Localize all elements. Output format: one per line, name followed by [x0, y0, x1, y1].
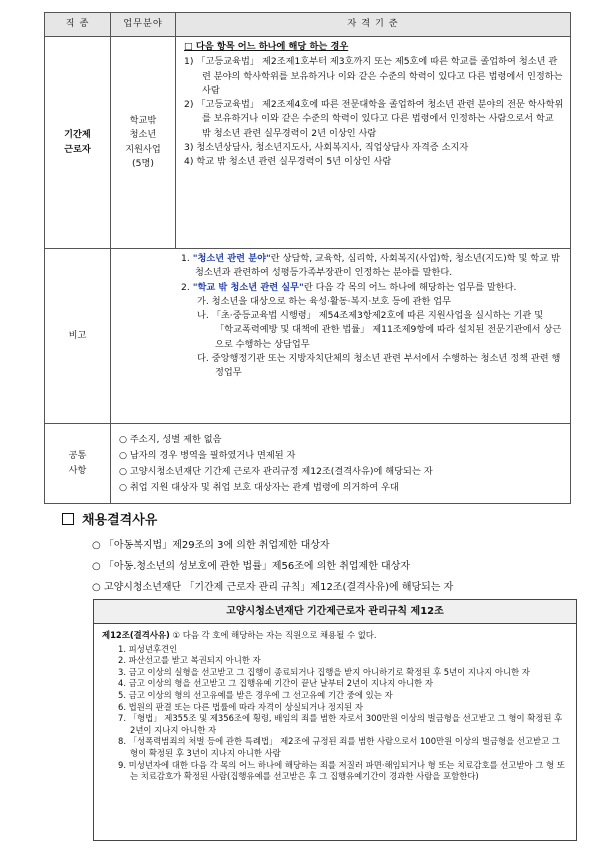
cell-job	[45, 37, 111, 249]
criteria-item: 4) 학교 밖 청소년 관련 실무경력이 5년 이상인 사람	[184, 156, 392, 167]
table-row-qualification	[45, 37, 571, 249]
note-1-text: 란 상담학, 교육학, 심리학, 사회복지(사업)학, 청소년(지도)학 및 학교 밖 청소년과 관련하여 성평등가족부장관이 인정하는 분야를 말한다.	[195, 253, 560, 279]
regulation-item: 6. 법원의 판결 또는 다른 법률에 따라 자격이 상실되거나 정지된 자	[118, 701, 363, 712]
section-title	[62, 509, 157, 528]
header-field: 업무분야	[111, 13, 176, 37]
header-criteria: 자 격 기 준	[176, 13, 571, 37]
note-subitem: 다. 중앙행정기관 또는 지방자치단체의 청소년 관련 부서에서 수행하는 청소년 정책 관련 행정업무	[197, 352, 561, 378]
regulation-item: 5. 금고 이상의 형의 선고유예를 받은 경우에 그 선고유예 기간 중에 있는 자	[118, 689, 393, 700]
note-1-term: "청소년 관련 분야"	[192, 253, 271, 264]
list-item: ○ 고양시청소년재단 「기간제 근로자 관리 규칙」제12조(결격사유)에 해당되는 자	[92, 582, 454, 593]
common-item: ○ 주소지, 성별 제한 없음	[119, 433, 222, 445]
note-2	[181, 281, 564, 295]
criteria-item: 2) 「고등교육법」 제2조제4호에 따른 전문대학을 졸업하여 청소년 관련 분야의 전문 학사학위를 보유하거나 이와 같은 수준의 학력이 있다고 다른 법령에서 인정하는 사람으로서 학교 밖 청소년 관련 실무경력이 2년 이상인 사람	[184, 99, 564, 139]
cell-field	[111, 37, 176, 249]
note-2-text: 란 다음 각 목의 어느 하나에 해당하는 업무를 말한다.	[303, 281, 517, 293]
article-head: 제12조(결격사유)	[102, 630, 170, 640]
criteria-heading: □ 다음 항목 어느 하나에 해당 하는 경우	[184, 41, 349, 52]
note-1	[181, 252, 564, 281]
regulation-box-title: 고양시청소년재단 기간제근로자 관리규칙 제12조	[94, 600, 576, 624]
cell-criteria	[176, 37, 571, 249]
regulation-box-body	[94, 624, 576, 783]
note-subitem: 나. 「초·중등교육법 시행령」 제54조제3항제2호에 따른 지원사업을 실시하는 기관 및 「학교폭력예방 및 대책에 관한 법률」 제11조제9항에 따라 설치된 전문기관에서 상근으로 수행하는 상담업무	[197, 310, 562, 350]
criteria-item: 3) 청소년상담사, 청소년지도사, 사회복지사, 직업상담사 자격증 소지자	[184, 141, 469, 153]
note-subitem: 가. 청소년을 대상으로 하는 육성·활동·복지·보호 등에 관한 업무	[197, 295, 452, 307]
regulation-item: 3. 금고 이상의 실형을 선고받고 그 집행이 종료되거나 집행을 받지 아니하기로 확정된 후 5년이 지나지 아니한 자	[118, 666, 530, 677]
table-header-row	[45, 13, 571, 37]
list-item: ○ 「아동.청소년의 성보호에 관한 법률」제56조에 의한 취업제한 대상자	[92, 561, 411, 572]
list-item: ○ 「아동복지법」제29조의 3에 의한 취업제한 대상자	[92, 540, 330, 551]
common-item: ○ 남자의 경우 병역을 필하였거나 면제된 자	[119, 449, 296, 461]
common-item: ○ 취업 지원 대상자 및 취업 보호 대상자는 관계 법령에 의거하여 우대	[119, 482, 399, 494]
regulation-item: 7. 「형법」 제355조 및 제356조에 횡령, 배임의 죄를 범한 자로서 300만원 이상의 벌금형을 선고받고 그 형이 확정된 후 2년이 지나지 아니한 자	[118, 713, 563, 735]
common-label-text: 공통 사항	[68, 450, 87, 476]
cell-notes	[111, 249, 571, 424]
job-label: 기간제 근로자	[64, 129, 91, 155]
section-title-text: 채용결격사유	[82, 513, 158, 528]
table-row-notes	[45, 249, 571, 424]
header-job: 직 종	[45, 13, 111, 37]
field-label: 학교밖 청소년 지원사업 (5명)	[125, 115, 161, 169]
disqualification-list	[92, 535, 453, 598]
article-text: ① 다음 각 호에 해당하는 자는 직원으로 채용될 수 없다.	[169, 630, 377, 640]
regulation-item: 4. 금고 이상의 형을 선고받고 그 집행유예 기간이 끝난 날부터 2년이 지나지 아니한 자	[118, 678, 433, 689]
common-item: ○ 고양시청소년재단 기간제 근로자 관리규정 제12조(결격사유)에 해당되는 자	[119, 466, 433, 477]
common-label	[45, 424, 111, 504]
notes-label: 비고	[45, 249, 111, 424]
regulation-item: 1. 피성년후견인	[118, 643, 178, 654]
table-row-common	[45, 424, 571, 504]
cell-common	[111, 424, 571, 504]
regulation-item: 9. 미성년자에 대한 다음 각 목의 어느 하나에 해당하는 죄를 저질러 파면·해임되거나 형 또는 치료감호를 선고받아 그 형 또는 치료감호가 확정된 사람(집행유예를 선고받은 후 그 집행유예기간이 경과한 사람을 포함한다)	[118, 759, 565, 782]
note-1-prefix: 1.	[181, 253, 193, 264]
regulation-item: 8. 「성폭력범죄의 처벌 등에 관한 특례법」 제2조에 규정된 죄를 범한 사람으로서 100만원 이상의 벌금형을 선고받고 그 형이 확정된 후 3년이 지나지 아니한 사람	[118, 736, 560, 758]
qualification-table	[44, 12, 571, 504]
criteria-item: 1) 「고등교육법」 제2조제1호부터 제3호까지 또는 제5호에 따른 학교를 졸업하여 청소년 관련 분야의 학사학위를 보유하거나 이와 같은 수준의 학력이 있다고 다른 법령에서 인정하는 사람	[184, 56, 563, 96]
checkbox-square-icon	[62, 513, 74, 525]
article-line	[102, 630, 568, 642]
note-2-prefix: 2.	[181, 281, 193, 293]
note-2-term: "학교 밖 청소년 관련 실무"	[192, 281, 304, 293]
regulation-item: 2. 파산선고를 받고 복권되지 아니한 자	[118, 655, 261, 666]
regulation-box	[93, 599, 577, 841]
note-2-subitems	[181, 295, 564, 381]
